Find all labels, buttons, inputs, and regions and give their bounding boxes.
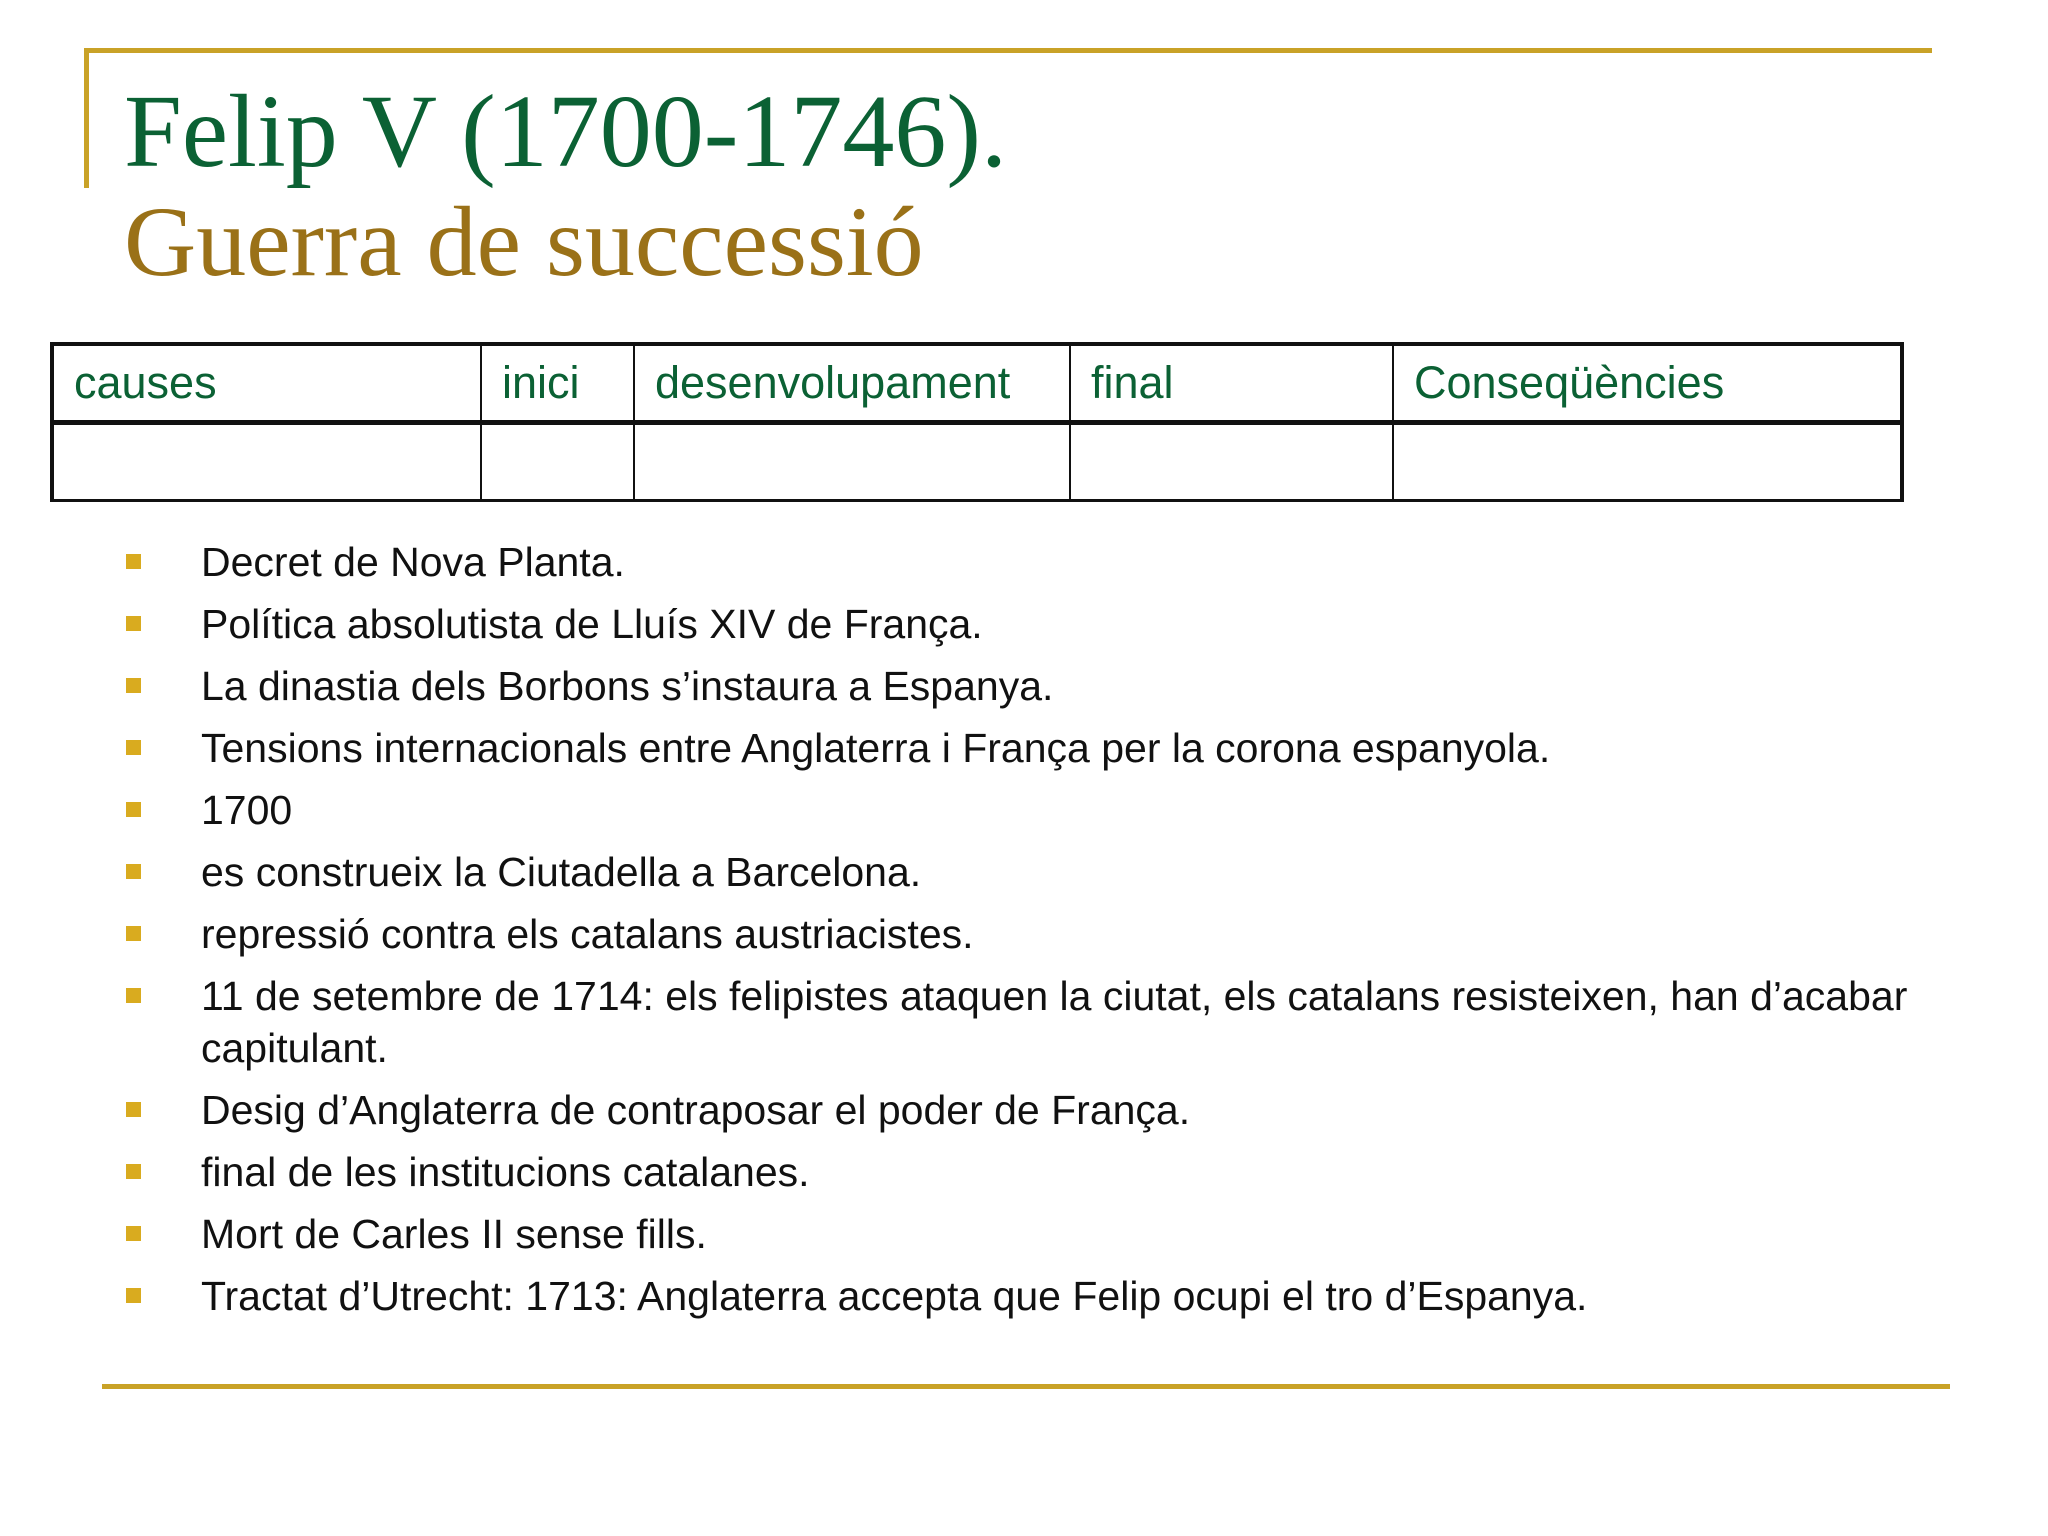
list-item-text: repressió contra els catalans austriacistes. <box>201 911 974 957</box>
cell-causes <box>52 422 481 500</box>
square-bullet-icon <box>126 802 141 817</box>
list-item-text: es construeix la Ciutadella a Barcelona. <box>201 849 922 895</box>
list-item-text: Política absolutista de Lluís XIV de França. <box>201 601 983 647</box>
list-item-text: 1700 <box>201 787 293 833</box>
header-final: final <box>1070 344 1393 422</box>
header-consequencies: Conseqüències <box>1393 344 1902 422</box>
cell-consequencies <box>1393 422 1902 500</box>
square-bullet-icon <box>126 926 141 941</box>
list-item-text: final de les institucions catalanes. <box>201 1149 810 1195</box>
list-item-text: Mort de Carles II sense fills. <box>201 1211 707 1257</box>
title-line-1: Felip V (1700-1746). <box>124 74 1008 189</box>
table-header-row <box>52 344 1902 422</box>
square-bullet-icon <box>126 678 141 693</box>
bullet-list <box>124 536 1944 1332</box>
square-bullet-icon <box>126 1102 141 1117</box>
slide-title <box>124 76 1007 296</box>
title-line-2: Guerra de successió <box>124 186 924 298</box>
list-item <box>124 1270 1944 1322</box>
list-item-text: Tractat d’Utrecht: 1713: Anglaterra accepta que Felip ocupi el tro d’Espanya. <box>201 1273 1588 1319</box>
cell-inici <box>481 422 634 500</box>
list-item <box>124 536 1944 588</box>
square-bullet-icon <box>126 740 141 755</box>
square-bullet-icon <box>126 864 141 879</box>
top-rule <box>84 48 1932 53</box>
square-bullet-icon <box>126 1288 141 1303</box>
list-item <box>124 970 1944 1074</box>
list-item-text: Tensions internacionals entre Anglaterra i França per la corona espanyola. <box>201 725 1551 771</box>
list-item-text: Decret de Nova Planta. <box>201 539 625 585</box>
cell-final <box>1070 422 1393 500</box>
list-item <box>124 598 1944 650</box>
list-item <box>124 846 1944 898</box>
left-rule <box>84 48 89 188</box>
list-item <box>124 784 1944 836</box>
header-desenvolupament: desenvolupament <box>634 344 1070 422</box>
cell-desenvolupament <box>634 422 1070 500</box>
list-item-text: La dinastia dels Borbons s’instaura a Espanya. <box>201 663 1054 709</box>
bottom-rule <box>102 1384 1950 1389</box>
list-item <box>124 660 1944 712</box>
list-item <box>124 722 1944 774</box>
list-item <box>124 908 1944 960</box>
square-bullet-icon <box>126 1164 141 1179</box>
list-item-text: Desig d’Anglaterra de contraposar el poder de França. <box>201 1087 1191 1133</box>
header-inici: inici <box>481 344 634 422</box>
square-bullet-icon <box>126 554 141 569</box>
table-row <box>52 422 1902 500</box>
square-bullet-icon <box>126 1226 141 1241</box>
list-item <box>124 1146 1944 1198</box>
square-bullet-icon <box>126 988 141 1003</box>
list-item <box>124 1084 1944 1136</box>
summary-table <box>50 342 1904 502</box>
list-item <box>124 1208 1944 1260</box>
square-bullet-icon <box>126 616 141 631</box>
header-causes: causes <box>52 344 481 422</box>
list-item-text: 11 de setembre de 1714: els felipistes ataquen la ciutat, els catalans resisteixen, han d’acabar capitulant. <box>201 973 1908 1071</box>
